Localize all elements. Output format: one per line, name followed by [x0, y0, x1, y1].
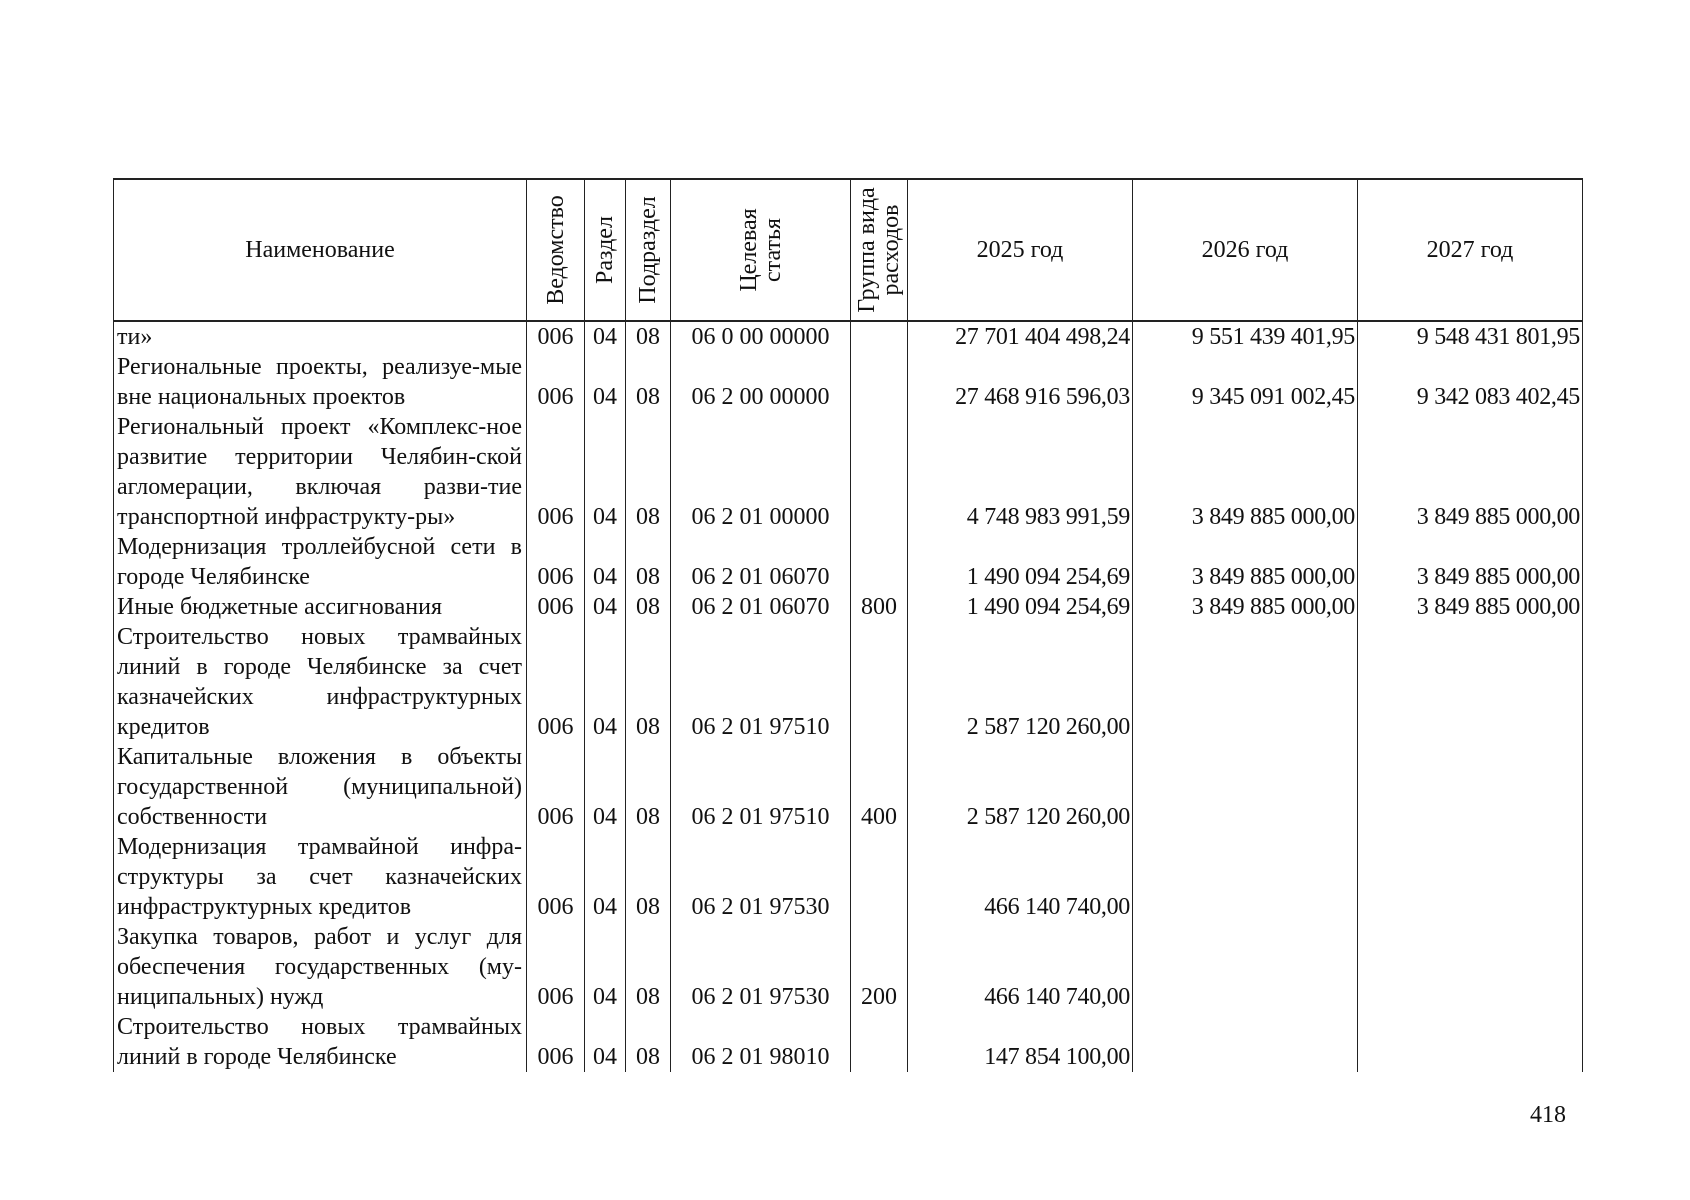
- header-2026: 2026 год: [1133, 179, 1358, 321]
- table-header-row: [114, 179, 1583, 321]
- cell-razdel: 04: [585, 592, 626, 622]
- cell-2025: 27 468 916 596,03: [908, 352, 1133, 412]
- cell-gruppa-vida: [851, 622, 908, 742]
- cell-vedomstvo: 006: [527, 532, 585, 592]
- cell-razdel: 04: [585, 622, 626, 742]
- cell-razdel: 04: [585, 742, 626, 832]
- cell-podrazdel: 08: [626, 622, 671, 742]
- cell-2027: [1358, 742, 1583, 832]
- cell-podrazdel: 08: [626, 412, 671, 532]
- cell-2026: [1133, 922, 1358, 1012]
- cell-2026: [1133, 742, 1358, 832]
- cell-name: Строительство новых трамвайных линий в городе Челябинске: [114, 1012, 527, 1072]
- cell-celevaya-statya: 06 0 00 00000: [671, 321, 851, 352]
- table-body: [114, 321, 1583, 1072]
- cell-podrazdel: 08: [626, 742, 671, 832]
- cell-gruppa-vida: [851, 321, 908, 352]
- cell-podrazdel: 08: [626, 832, 671, 922]
- header-celevaya-statya: [671, 179, 851, 321]
- cell-2026: 3 849 885 000,00: [1133, 532, 1358, 592]
- cell-name: Капитальные вложения в объекты государственной (муниципальной) собственности: [114, 742, 527, 832]
- cell-razdel: 04: [585, 532, 626, 592]
- page-number: 418: [1530, 1102, 1566, 1128]
- cell-2027: 3 849 885 000,00: [1358, 592, 1583, 622]
- cell-gruppa-vida: 400: [851, 742, 908, 832]
- cell-name: Региональные проекты, реализуе-мые вне национальных проектов: [114, 352, 527, 412]
- cell-name: Строительство новых трамвайных линий в городе Челябинске за счет казначейских инфраструктурных кредитов: [114, 622, 527, 742]
- cell-vedomstvo: 006: [527, 742, 585, 832]
- cell-2025: 27 701 404 498,24: [908, 321, 1133, 352]
- cell-name: Закупка товаров, работ и услуг для обеспечения государственных (му-ниципальных) нужд: [114, 922, 527, 1012]
- cell-gruppa-vida: [851, 412, 908, 532]
- header-name: Наименование: [114, 179, 527, 321]
- header-gruppa-vida: [851, 179, 908, 321]
- cell-vedomstvo: 006: [527, 832, 585, 922]
- cell-2025: 147 854 100,00: [908, 1012, 1133, 1072]
- cell-celevaya-statya: 06 2 01 97530: [671, 832, 851, 922]
- cell-2025: 4 748 983 991,59: [908, 412, 1133, 532]
- cell-celevaya-statya: 06 2 01 06070: [671, 532, 851, 592]
- cell-podrazdel: 08: [626, 592, 671, 622]
- cell-gruppa-vida: 200: [851, 922, 908, 1012]
- cell-name: Региональный проект «Комплекс-ное развитие территории Челябин-ской агломерации, включая разви-тие транспортной инфраструкту-ры»: [114, 412, 527, 532]
- table-row: [114, 412, 1583, 532]
- cell-2027: 9 342 083 402,45: [1358, 352, 1583, 412]
- cell-name: Модернизация трамвайной инфра-структуры за счет казначейских инфраструктурных кредитов: [114, 832, 527, 922]
- cell-razdel: 04: [585, 1012, 626, 1072]
- cell-podrazdel: 08: [626, 1012, 671, 1072]
- cell-celevaya-statya: 06 2 01 97510: [671, 742, 851, 832]
- table-row: [114, 321, 1583, 352]
- table-row: [114, 352, 1583, 412]
- header-razdel: [585, 179, 626, 321]
- cell-2026: 3 849 885 000,00: [1133, 412, 1358, 532]
- header-gruppa-vida-label: Группа вида расходов: [854, 187, 904, 313]
- cell-2026: [1133, 1012, 1358, 1072]
- cell-vedomstvo: 006: [527, 321, 585, 352]
- cell-gruppa-vida: [851, 1012, 908, 1072]
- cell-2025: 466 140 740,00: [908, 832, 1133, 922]
- cell-gruppa-vida: [851, 352, 908, 412]
- cell-podrazdel: 08: [626, 352, 671, 412]
- table-row: [114, 922, 1583, 1012]
- header-2025: 2025 год: [908, 179, 1133, 321]
- cell-2027: 9 548 431 801,95: [1358, 321, 1583, 352]
- table-row: [114, 592, 1583, 622]
- header-celevaya-statya-label: Целевая статья: [735, 208, 786, 292]
- header-vedomstvo-label: Ведомство: [542, 195, 569, 305]
- cell-celevaya-statya: 06 2 01 06070: [671, 592, 851, 622]
- cell-celevaya-statya: 06 2 01 98010: [671, 1012, 851, 1072]
- cell-gruppa-vida: [851, 832, 908, 922]
- cell-2027: [1358, 622, 1583, 742]
- cell-celevaya-statya: 06 2 00 00000: [671, 352, 851, 412]
- cell-2027: 3 849 885 000,00: [1358, 532, 1583, 592]
- cell-vedomstvo: 006: [527, 592, 585, 622]
- cell-2026: [1133, 832, 1358, 922]
- table-row: [114, 622, 1583, 742]
- cell-podrazdel: 08: [626, 321, 671, 352]
- table-row: [114, 832, 1583, 922]
- cell-podrazdel: 08: [626, 532, 671, 592]
- header-razdel-label: Раздел: [592, 216, 618, 284]
- cell-name: ти»: [114, 321, 527, 352]
- cell-2027: [1358, 1012, 1583, 1072]
- header-podrazdel: [626, 179, 671, 321]
- cell-celevaya-statya: 06 2 01 97530: [671, 922, 851, 1012]
- cell-2025: 1 490 094 254,69: [908, 532, 1133, 592]
- cell-razdel: 04: [585, 412, 626, 532]
- cell-gruppa-vida: [851, 532, 908, 592]
- cell-gruppa-vida: 800: [851, 592, 908, 622]
- header-podrazdel-label: Подраздел: [635, 196, 661, 304]
- cell-vedomstvo: 006: [527, 622, 585, 742]
- cell-2025: 1 490 094 254,69: [908, 592, 1133, 622]
- cell-2027: [1358, 922, 1583, 1012]
- cell-name: Иные бюджетные ассигнования: [114, 592, 527, 622]
- cell-2026: 9 551 439 401,95: [1133, 321, 1358, 352]
- cell-razdel: 04: [585, 922, 626, 1012]
- cell-vedomstvo: 006: [527, 922, 585, 1012]
- cell-vedomstvo: 006: [527, 352, 585, 412]
- cell-razdel: 04: [585, 832, 626, 922]
- cell-2026: 3 849 885 000,00: [1133, 592, 1358, 622]
- cell-name: Модернизация троллейбусной сети в городе Челябинске: [114, 532, 527, 592]
- header-vedomstvo: [527, 179, 585, 321]
- cell-vedomstvo: 006: [527, 412, 585, 532]
- budget-table: [113, 178, 1583, 1072]
- cell-razdel: 04: [585, 352, 626, 412]
- table-row: [114, 742, 1583, 832]
- table-row: [114, 1012, 1583, 1072]
- cell-razdel: 04: [585, 321, 626, 352]
- cell-vedomstvo: 006: [527, 1012, 585, 1072]
- cell-2025: 466 140 740,00: [908, 922, 1133, 1012]
- cell-2027: 3 849 885 000,00: [1358, 412, 1583, 532]
- cell-2027: [1358, 832, 1583, 922]
- cell-2026: [1133, 622, 1358, 742]
- cell-2025: 2 587 120 260,00: [908, 742, 1133, 832]
- table-row: [114, 532, 1583, 592]
- cell-2026: 9 345 091 002,45: [1133, 352, 1358, 412]
- cell-celevaya-statya: 06 2 01 97510: [671, 622, 851, 742]
- cell-podrazdel: 08: [626, 922, 671, 1012]
- cell-celevaya-statya: 06 2 01 00000: [671, 412, 851, 532]
- cell-2025: 2 587 120 260,00: [908, 622, 1133, 742]
- header-2027: 2027 год: [1358, 179, 1583, 321]
